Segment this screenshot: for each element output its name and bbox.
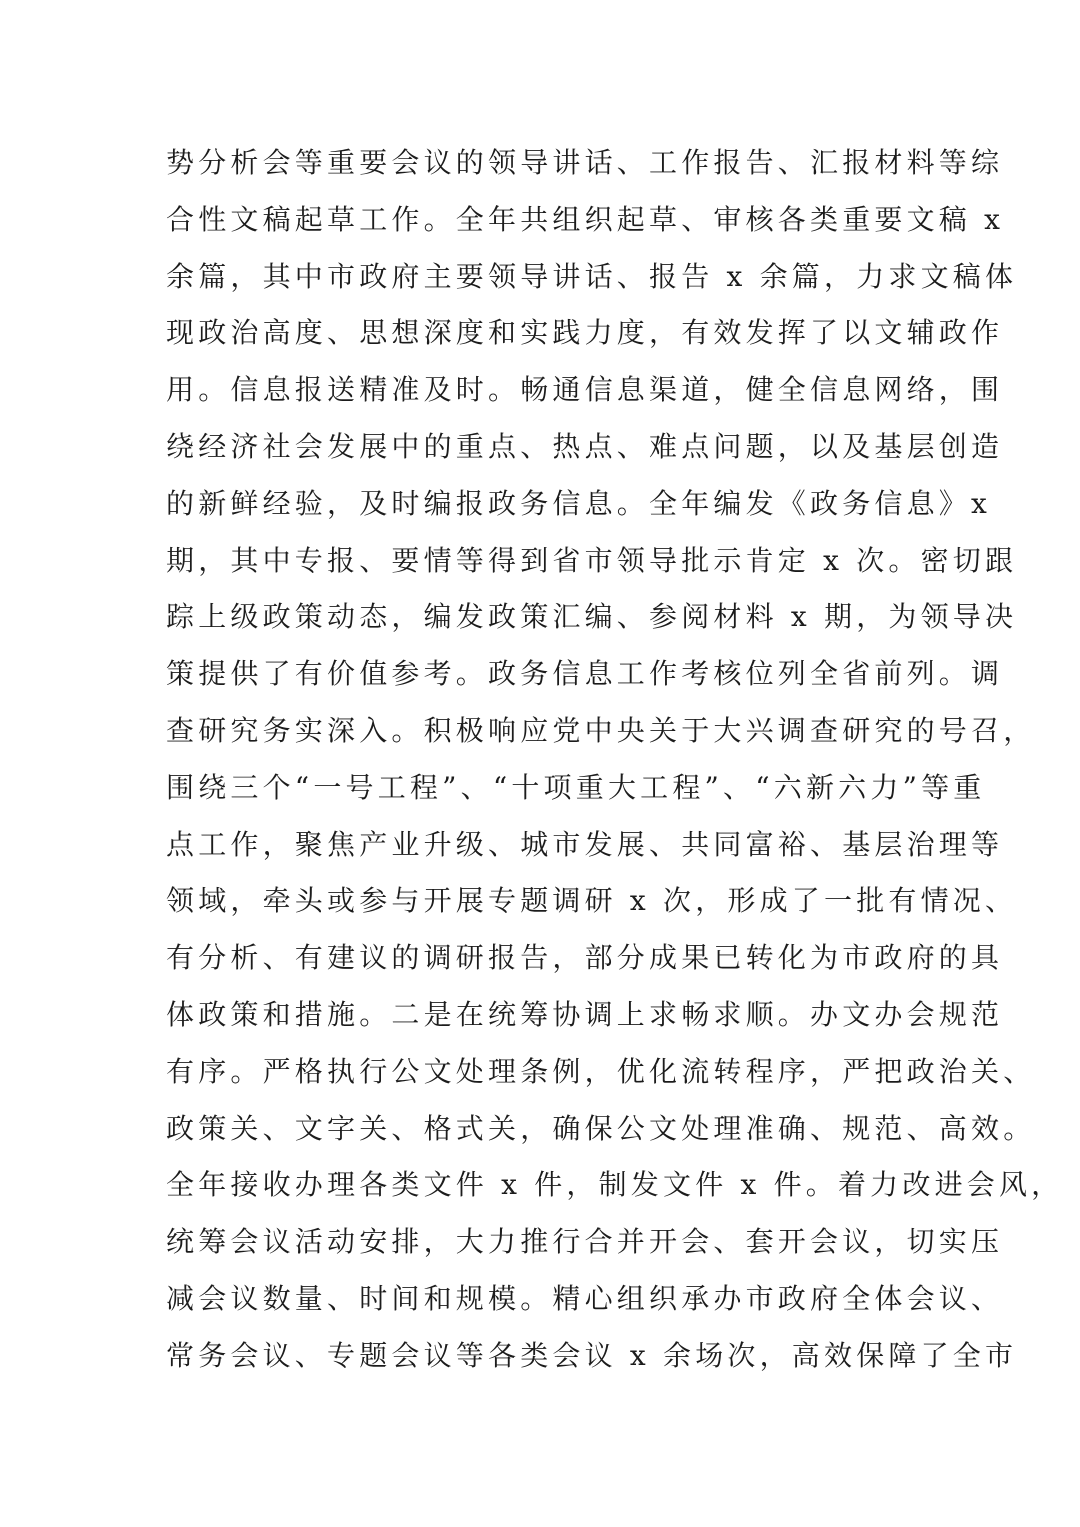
text-line: 点工作，聚焦产业升级、城市发展、共同富裕、基层治理等 — [166, 827, 1004, 861]
text-line: 踪上级政策动态，编发政策汇编、参阅材料 x 期，为领导决 — [166, 600, 1018, 634]
text-line: 余篇，其中市政府主要领导讲话、报告 x 余篇，力求文稿体 — [166, 259, 1018, 293]
text-line: 常务会议、专题会议等各类会议 x 余场次，高效保障了全市 — [166, 1338, 1018, 1372]
text-line: 减会议数量、时间和规模。精心组织承办市政府全体会议、 — [166, 1281, 1004, 1315]
text-line: 期，其中专报、要情等得到省市领导批示肯定 x 次。密切跟 — [166, 543, 1018, 577]
text-line: 用。信息报送精准及时。畅通信息渠道，健全信息网络，围 — [166, 373, 1004, 407]
text-line: 现政治高度、思想深度和实践力度，有效发挥了以文辅政作 — [166, 316, 1004, 350]
text-line: 势分析会等重要会议的领导讲话、工作报告、汇报材料等综 — [166, 146, 1004, 179]
text-line: 策提供了有价值参考。政务信息工作考核位列全省前列。调 — [166, 657, 1004, 691]
text-line: 全年接收办理各类文件 x 件，制发文件 x 件。着力改进会风， — [166, 1168, 1064, 1202]
text-line: 统筹会议活动安排，大力推行合并开会、套开会议，切实压 — [166, 1225, 1004, 1259]
text-line: 体政策和措施。二是在统筹协调上求畅求顺。办文办会规范 — [166, 997, 1004, 1031]
text-line: 合性文稿起草工作。全年共组织起草、审核各类重要文稿 x — [166, 202, 1005, 236]
body-text — [166, 135, 1064, 1385]
text-line: 的新鲜经验，及时编报政务信息。全年编发《政务信息》x — [166, 486, 991, 520]
text-line: 有序。严格执行公文处理条例，优化流转程序，严把政治关、 — [166, 1054, 1036, 1088]
text-line: 政策关、文字关、格式关，确保公文处理准确、规范、高效。 — [166, 1111, 1036, 1145]
text-line: 绕经济社会发展中的重点、热点、难点问题，以及基层创造 — [166, 429, 1004, 463]
text-line: 查研究务实深入。积极响应党中央关于大兴调查研究的号召， — [166, 713, 1036, 747]
text-line: 有分析、有建议的调研报告，部分成果已转化为市政府的具 — [166, 941, 1004, 975]
text-line: 领域，牵头或参与开展专题调研 x 次，形成了一批有情况、 — [166, 884, 1018, 918]
text-line: 围绕三个“一号工程”、“十项重大工程”、“六新六力”等重 — [166, 770, 986, 804]
